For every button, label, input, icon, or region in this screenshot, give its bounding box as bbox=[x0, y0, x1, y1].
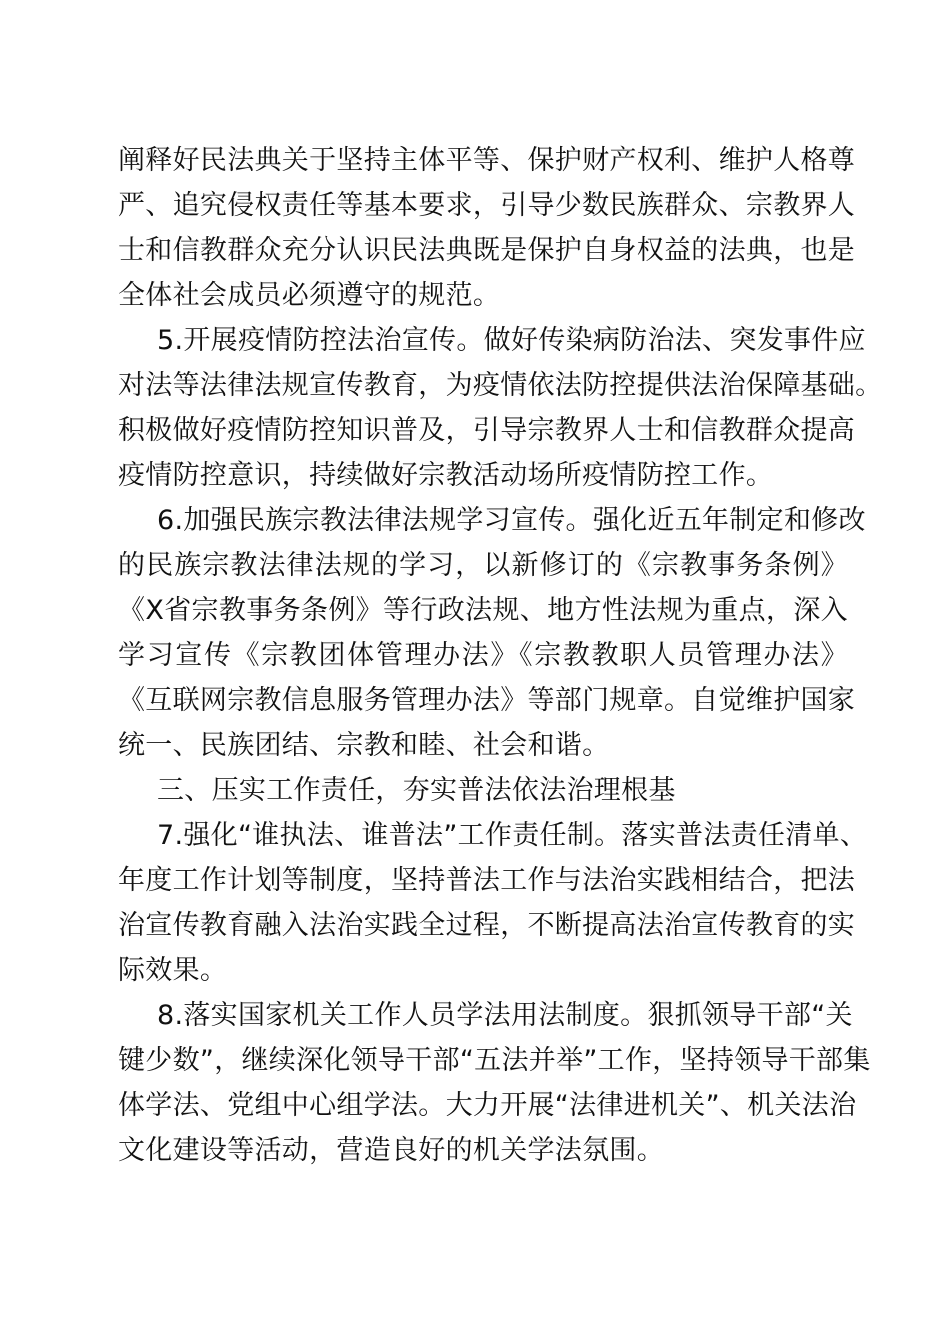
text-line: 的民族宗教法律法规的学习，以新修订的《宗教事务条例》 bbox=[118, 550, 848, 581]
text-line: 体学法、党组中心组学法。大力开展“法律进机关”、机关法治 bbox=[118, 1090, 857, 1121]
text-line: 年度工作计划等制度，坚持普法工作与法治实践相结合，把法 bbox=[118, 865, 856, 896]
text-line: 《互联网宗教信息服务管理办法》等部门规章。自觉维护国家 bbox=[118, 685, 856, 716]
text-line: 疫情防控意识，持续做好宗教活动场所疫情防控工作。 bbox=[118, 460, 774, 491]
paragraph-5-heading-line: 5.开展疫情防控法治宣传。做好传染病防治法、突发事件应 bbox=[157, 325, 866, 356]
text-line: 积极做好疫情防控知识普及，引导宗教界人士和信教群众提高 bbox=[118, 415, 856, 446]
text-line: 全体社会成员必须遵守的规范。 bbox=[118, 280, 501, 311]
text-line: 际效果。 bbox=[118, 955, 228, 986]
text-line: 学习宣传《宗教团体管理办法》《宗教教职人员管理办法》 bbox=[118, 640, 848, 671]
paragraph-7-heading-line: 7.强化“谁执法、谁普法”工作责任制。落实普法责任清单、 bbox=[157, 820, 868, 851]
paragraph-6-heading-line: 6.加强民族宗教法律法规学习宣传。强化近五年制定和修改 bbox=[157, 505, 866, 536]
text-line: 统一、民族团结、宗教和睦、社会和谐。 bbox=[118, 730, 610, 761]
text-line: 严、追究侵权责任等基本要求，引导少数民族群众、宗教界人 bbox=[118, 190, 856, 221]
paragraph-8-heading-line: 8.落实国家机关工作人员学法用法制度。狠抓领导干部“关 bbox=[157, 1000, 853, 1031]
text-line: 《X省宗教事务条例》等行政法规、地方性法规为重点，深入 bbox=[118, 595, 848, 626]
text-line: 治宣传教育融入法治实践全过程，不断提高法治宣传教育的实 bbox=[118, 910, 856, 941]
text-line: 对法等法律法规宣传教育，为疫情依法防控提供法治保障基础。 bbox=[118, 370, 883, 401]
text-line: 士和信教群众充分认识民法典既是保护自身权益的法典，也是 bbox=[118, 235, 856, 266]
text-line: 文化建设等活动，营造良好的机关学法氛围。 bbox=[118, 1135, 664, 1166]
text-line: 阐释好民法典关于坚持主体平等、保护财产权利、维护人格尊 bbox=[118, 145, 856, 176]
section-3-heading: 三、压实工作责任，夯实普法依法治理根基 bbox=[157, 775, 676, 806]
text-line: 键少数”，继续深化领导干部“五法并举”工作，坚持领导干部集 bbox=[118, 1045, 871, 1076]
